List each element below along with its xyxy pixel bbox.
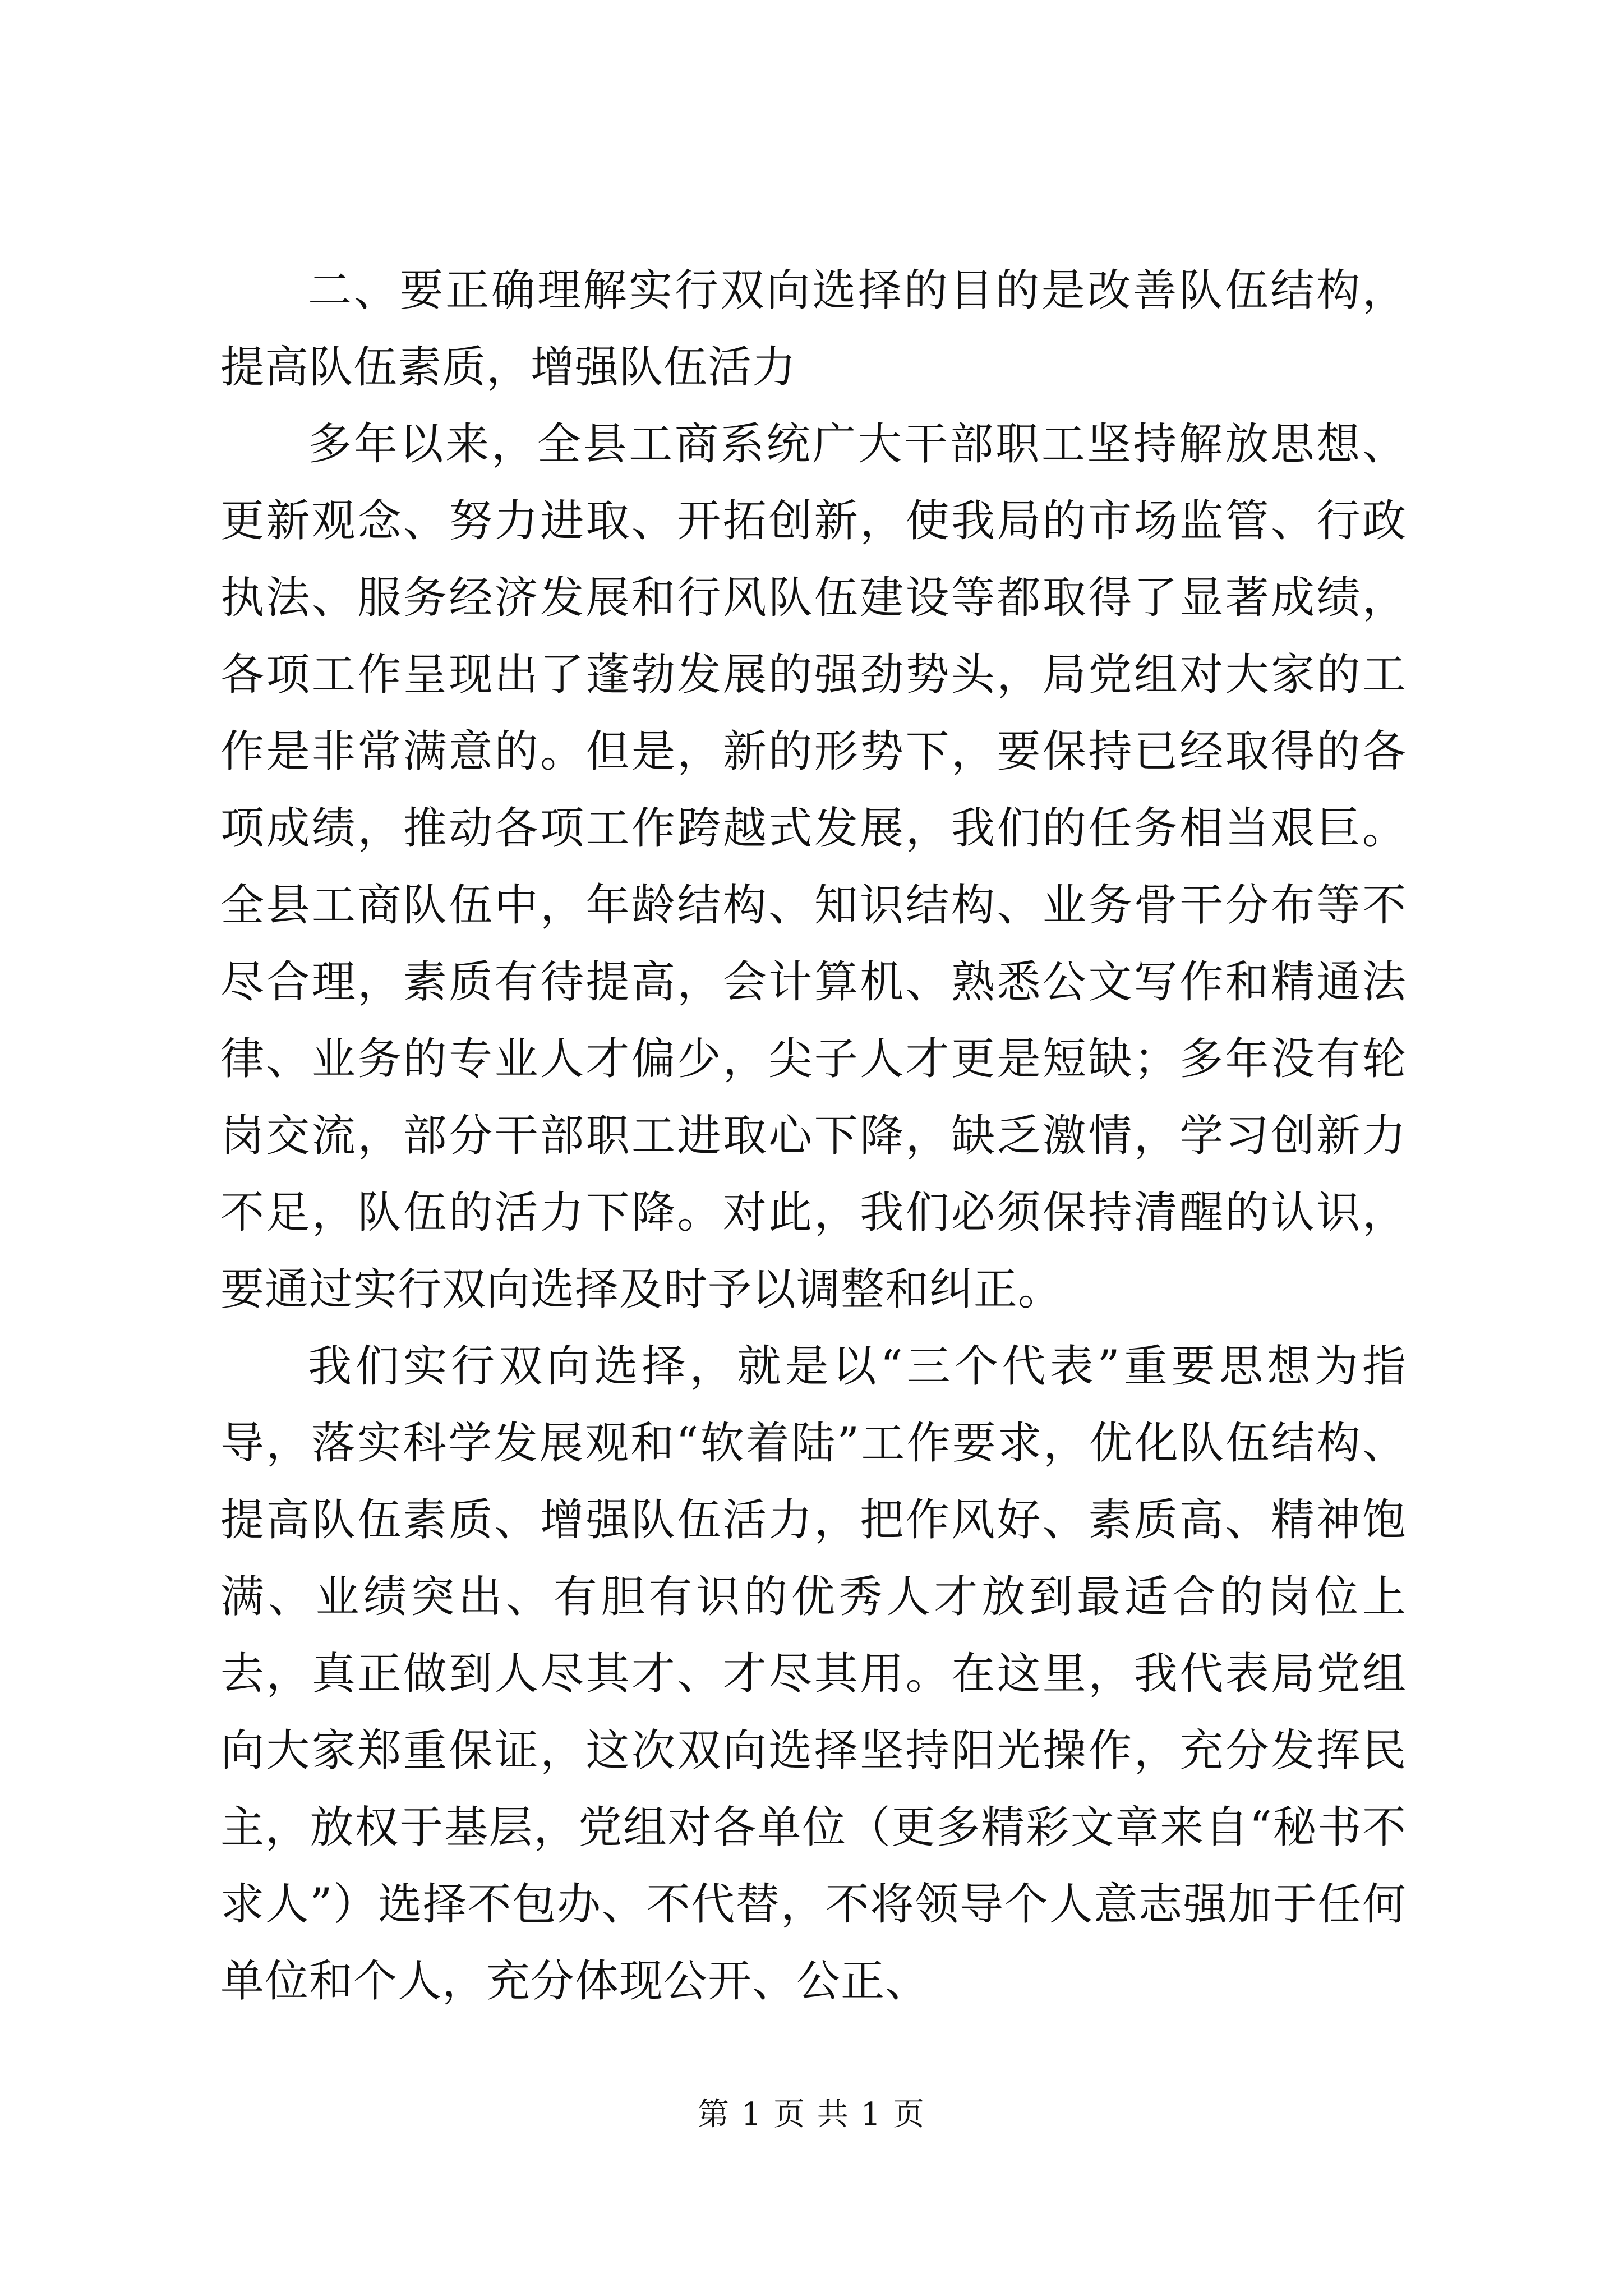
body-paragraph-1: 多年以来，全县工商系统广大干部职工坚持解放思想、更新观念、努力进取、开拓创新，使我局的市场监管、行政执法、服务经济发展和行风队伍建设等都取得了显著成绩，各项工作呈现出了蓬勃发展的强劲势头，局党组对大家的工作是非常满意的。但是，新的形势下，要保持已经取得的各项成绩，推动各项工作跨越式发展，我们的任务相当艰巨。全县工商队伍中，年龄结构、知识结构、业务骨干分布等不尽合理，素质有待提高，会计算机、熟悉公文写作和精通法律、业务的专业人才偏少，尖子人才更是短缺；多年没有轮岗交流，部分干部职工进取心下降，缺乏激情，学习创新力不足，队伍的活力下降。对此，我们必须保持清醒的认识，要通过实行双向选择及时予以调整和纠正。 — [220, 419, 1407, 1315]
page-footer: 第 1 页 共 1 页 — [697, 2096, 926, 2133]
section-heading: 二、要正确理解实行双向选择的目的是改善队伍结构，提高队伍素质，增强队伍活力 — [220, 265, 1407, 393]
body-paragraph-2: 我们实行双向选择，就是以“三个代表”重要思想为指导，落实科学发展观和“软着陆”工作要求，优化队伍结构、提高队伍素质、增强队伍活力，把作风好、素质高、精神饱满、业绩突出、有胆有识的优秀人才放到最适合的岗位上去，真正做到人尽其才、才尽其用。在这里，我代表局党组向大家郑重保证，这次双向选择坚持阳光操作，充分发挥民主，放权于基层，党组对各单位（更多精彩文章来自“秘书不求人”）选择不包办、不代替，不将领导个人意志强加于任何单位和个人，充分体现公开、公正、 — [220, 1341, 1407, 2007]
document-body — [220, 252, 1407, 2020]
